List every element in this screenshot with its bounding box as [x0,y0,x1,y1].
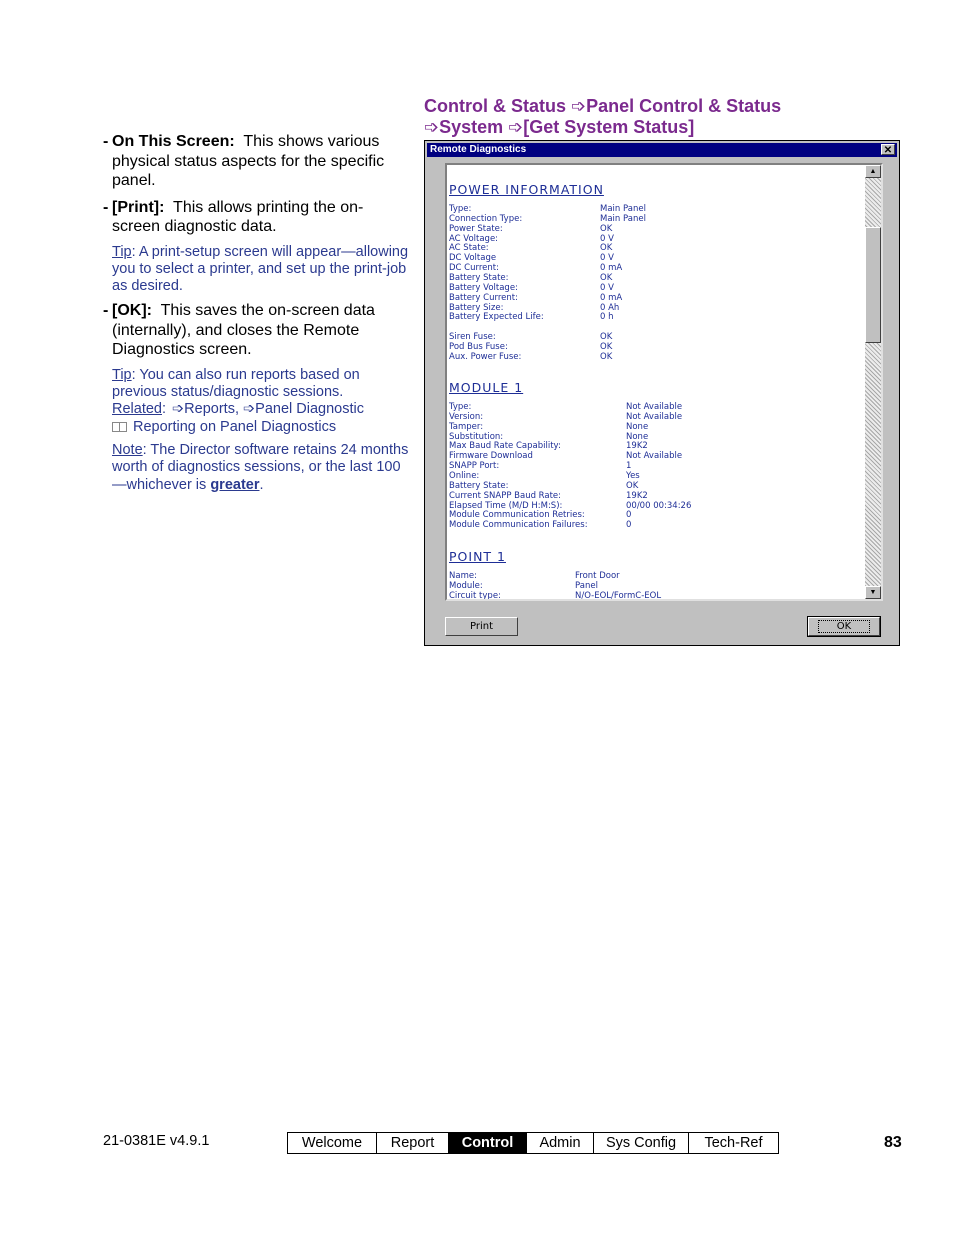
report-row [449,351,613,362]
bullet-text: This allows printing the on-screen diagnostic data. [112,198,364,235]
report-row [449,233,614,244]
report-field-label: Online: [449,470,480,481]
report-field-label: Module Communication Retries: [449,510,585,521]
report-field-value: Not Available [626,451,683,462]
report-row [449,253,614,264]
report-field-label: Module Communication Failures: [449,520,588,531]
print-button[interactable]: Print [445,617,518,636]
report-field-value: 0 V [600,233,614,244]
note-label: Note [112,442,143,459]
ok-button-label: OK [818,620,870,633]
report-field-value: OK [600,351,613,362]
arrow-icon: ➩ [508,117,524,137]
report-field-value: OK [600,243,613,254]
related-label: Related [112,401,162,418]
dialog-titlebar[interactable] [427,143,897,157]
note-emphasis: greater [210,476,260,493]
report-field-label: AC State: [449,243,489,254]
report-field-value: None [626,431,649,442]
tip-label: Tip [112,366,132,383]
report-field-value: Panel [575,580,598,591]
report-row [449,204,646,214]
breadcrumb-system[interactable]: System [439,117,504,137]
note-text: : The Director software retains 24 months worth of diagnostics sessions, or the last 100—whichever is [112,442,409,493]
description-column [103,132,409,500]
report-field-label: Battery State: [449,272,509,283]
book-icon [112,422,127,432]
report-field-label: Module: [449,580,483,591]
report-field-label: Firmware Download [449,451,533,462]
close-icon[interactable]: ✕ [881,144,895,155]
report-field-value: Main Panel [600,204,646,214]
nav-tab-control[interactable]: Control [449,1133,527,1153]
related-link-panel-diagnostic[interactable]: Panel Diagnostic [255,401,364,418]
report-field-value: Not Available [626,402,683,412]
report-field-label: Pod Bus Fuse: [449,341,508,352]
scrollbar-thumb[interactable] [865,227,881,343]
report-row [449,292,623,303]
document-number: 21-0381E v4.9.1 [103,1133,210,1149]
note-retention: Note: The Director software retains 24 months worth of diagnostics sessions, or the last 100—whichever is greater. [112,442,409,493]
report-row [449,431,649,442]
report-field-value: 0 mA [600,263,623,274]
report-field-value: N/O-EOL/FormC-EOL [575,590,662,601]
report-field-value: 0 V [600,282,614,293]
scroll-down-icon[interactable]: ▼ [865,586,881,599]
bullet-ok: - [OK]: This saves the on-screen data (internally), and closes the Remote Diagnostics screen. [103,302,375,359]
nav-tab-admin[interactable]: Admin [527,1133,594,1153]
report-row [449,490,648,501]
nav-tab-tech-ref[interactable]: Tech-Ref [704,1135,763,1151]
report-field-value: Front Door [575,571,620,581]
report-section-title: MODULE 1 [449,380,524,395]
nav-tab-report[interactable]: Report [377,1133,449,1153]
report-field-label: Version: [449,411,484,422]
report-field-value: 00/00 00:34:26 [626,500,692,511]
report-field-value: 0 Ah [600,302,620,313]
arrow-icon: ➩ [243,401,256,418]
report-field-value: None [626,421,649,432]
tip-print-setup [103,244,409,296]
report-field-label: Current SNAPP Baud Rate: [449,490,562,501]
report-field-value: OK [600,272,613,283]
report-field-label: Battery Size: [449,302,504,313]
report-field-label: Substitution: [449,431,504,442]
report-field-label: Name: [449,571,477,581]
report-row [449,411,683,422]
report-row [449,470,640,481]
tip-previous-sessions [103,367,409,402]
nav-tab-sys-config[interactable]: Sys Config [594,1133,689,1153]
report-field-value: 0 [626,510,632,521]
related-links: Related: ➩Reports, ➩Panel Diagnostic [112,401,364,418]
bullet-text: This saves the on-screen data (internally), and closes the Remote Diagnostics screen. [112,302,375,359]
report-field-label: Connection Type: [449,213,523,224]
report-field-label: SNAPP Port: [449,461,500,472]
nav-tab-welcome[interactable]: Welcome [288,1133,377,1153]
report-field-value: Main Panel [600,213,646,224]
report-field-value: 19K2 [626,441,648,452]
bullet-label: [Print]: [112,198,165,216]
report-row [449,580,598,591]
report-field-value: OK [626,480,639,491]
report-field-value: Not Available [626,411,683,422]
section-nav [287,1132,779,1154]
report-field-label: Type: [449,204,472,214]
bullet-label: [OK]: [112,302,152,320]
bullet-on-this-screen: - On This Screen: This shows various physical status aspects for the specific panel. [103,133,385,189]
report-row [449,510,632,521]
breadcrumb-heading [424,96,924,138]
related-link-reporting[interactable]: Reporting on Panel Diagnostics [133,418,337,435]
report-field-label: DC Current: [449,263,499,274]
report-field-label: Aux. Power Fuse: [449,351,522,362]
report-field-value: OK [600,223,613,234]
report-field-label: AC Voltage: [449,233,499,244]
report-field-value: 0 h [600,312,614,323]
report-field-label: Battery Expected Life: [449,312,544,323]
arrow-icon: ➩ [571,96,587,116]
tip-text: : A print-setup screen will appear—allowing you to select a printer, and set up the print-job as desired. [112,243,409,295]
report-field-label: DC Voltage [449,253,497,264]
report-field-value: 0 mA [600,292,623,303]
report-field-value: 0 [626,520,632,531]
report-field-label: Battery State: [449,480,509,491]
report-row [449,480,639,491]
report-row [449,421,649,432]
report-row [449,312,614,323]
report-row [449,282,614,293]
report-row [449,520,632,531]
tip-text: : You can also run reports based on previous status/diagnostic sessions. [112,366,360,401]
breadcrumb-control-status[interactable]: Control & Status [424,96,566,116]
report-field-value: 19K2 [626,490,648,501]
report-row [449,223,613,234]
report-row [449,571,620,581]
dialog-title: Remote Diagnostics [430,144,527,155]
report-field-value: Yes [626,470,640,481]
bullet-text: This shows various physical status aspects for the specific panel. [112,133,385,189]
report-field-value: 0 V [600,253,614,264]
related-link-reports[interactable]: Reports, [184,401,239,418]
report-section-title: POINT 1 [449,549,506,564]
report-row [449,451,683,462]
report-field-label: Type: [449,402,472,412]
related-reporting [103,419,409,436]
report-row [449,441,648,452]
report-row [449,341,613,352]
report-field-label: Elapsed Time (M/D H:M:S): [449,500,563,511]
report-row [449,402,683,412]
arrow-icon: ➩ [424,117,440,137]
page-number: 83 [884,1134,902,1151]
report-field-value: OK [600,341,613,352]
bullet-label: On This Screen: [112,133,235,150]
breadcrumb-get-system-status[interactable]: [Get System Status] [523,117,695,137]
report-row [449,332,613,343]
breadcrumb-line-2 [424,117,924,138]
report-row [449,263,623,274]
report-section-title: POWER INFORMATION [449,182,604,197]
tip-label: Tip [112,243,132,260]
arrow-icon: ➩ [172,401,185,418]
report-field-label: Power State: [449,223,503,234]
vertical-scrollbar[interactable] [865,165,881,599]
report-row [449,213,646,224]
report-row [449,590,662,601]
remote-diagnostics-dialog [424,140,900,646]
scroll-up-icon[interactable]: ▲ [865,165,881,178]
report-field-label: Tamper: [449,421,484,432]
report-row [449,461,632,472]
report-field-value: OK [600,332,613,343]
report-field-label: Battery Voltage: [449,282,518,293]
report-field-label: Max Baud Rate Capability: [449,441,561,452]
report-field-label: Siren Fuse: [449,332,496,343]
breadcrumb-line-1 [424,96,924,117]
breadcrumb-panel-control-status[interactable]: Panel Control & Status [586,96,782,116]
report-field-value: 1 [626,461,632,472]
report-row [449,243,613,254]
report-row [449,500,692,511]
bullet-print: - [Print]: This allows printing the on-screen diagnostic data. [103,198,364,235]
ok-button[interactable] [808,617,880,636]
diagnostics-report-pane[interactable] [445,163,883,601]
report-field-label: Battery Current: [449,292,518,303]
report-row [449,272,613,283]
report-field-label: Circuit type: [449,590,501,601]
report-row [449,302,620,313]
